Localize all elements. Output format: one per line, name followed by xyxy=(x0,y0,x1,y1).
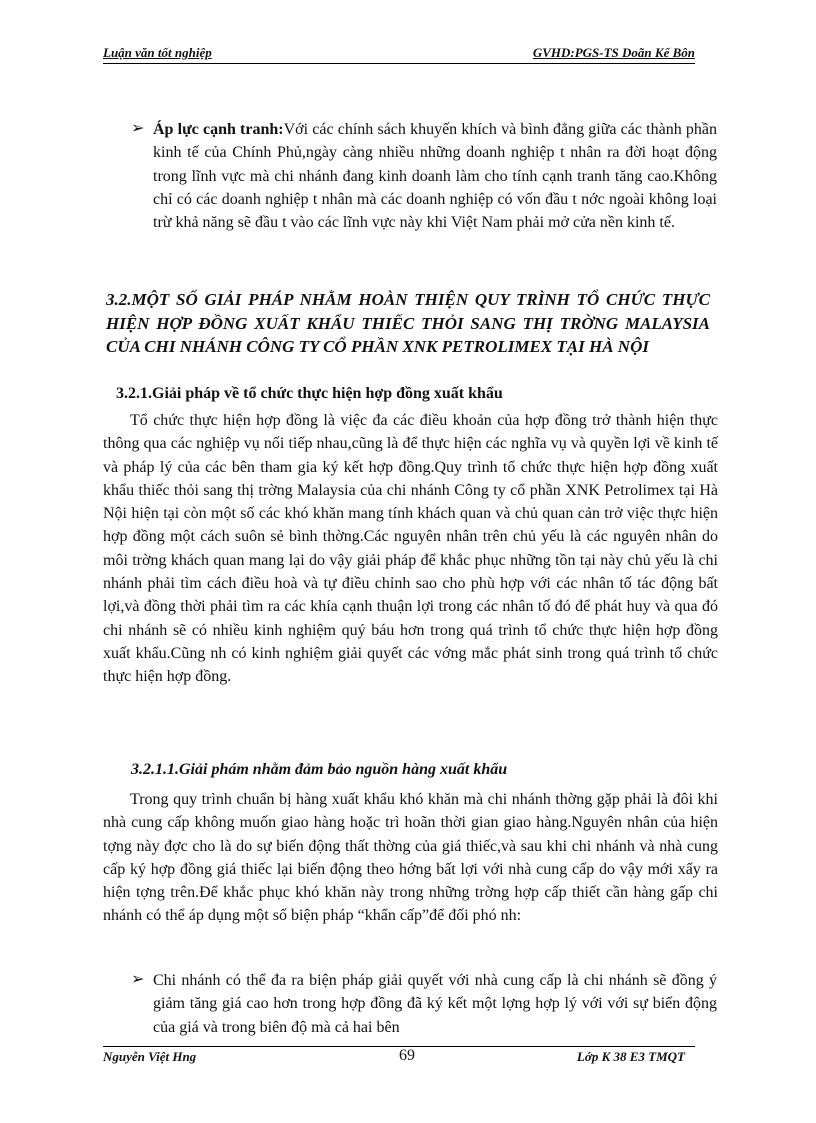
header-thesis-label: Luận văn tốt nghiệp xyxy=(103,45,212,60)
competition-text: Với các chính sách khuyến khích và bình đẳng giữa các thành phần kinh tế của Chính Phủ,ngày càng nhiều những doanh nghiệp t nhân ra đời hoạt động trong lĩnh vực mà chi nhánh đang kinh doanh làm cho tính cạnh tranh tăng cao.Không chỉ có các doanh nghiệp t nhân mà các doanh nghiệp có vốn đầu t nớc ngoài không loại trừ khả năng sẽ đầu t vào các lĩnh vực này khi Việt Nam phải mở cửa nền kinh tế. xyxy=(153,121,717,232)
header-advisor-label: GVHD:PGS-TS Doãn Kế Bôn xyxy=(532,45,695,60)
competition-bullet xyxy=(153,118,717,234)
page-number: 69 xyxy=(399,1047,415,1064)
arrow-bullet-icon: ➢ xyxy=(131,120,145,137)
footer-class: Lớp K 38 E3 TMQT xyxy=(576,1049,685,1064)
arrow-bullet-icon: ➢ xyxy=(131,971,145,988)
page-footer xyxy=(103,1046,695,1065)
footer-author: Nguyễn Việt Hng xyxy=(103,1049,197,1064)
section-title: 3.2.MỘT SỐ GIẢI PHÁP NHẰM HOÀN THIỆN QUY TRÌNH TỔ CHỨC THỰC HIỆN HỢP ĐỒNG XUẤT KHẨU THIẾC THỎI SANG THỊ TRỜNG MALAYSIA CỦA CHI NHÁNH CÔNG TY CỔ PHẦN XNK PETROLIMEX TẠI HÀ NỘI xyxy=(106,290,710,356)
bullet-2: Chi nhánh có thể đa ra biện pháp giải quyết với nhà cung cấp là chi nhánh sẽ đồng ý giảm tăng giá cao hơn trong hợp đồng đã ký kết một lợng hợp lý với với sự biến động của giá và trong biên độ mà cả hai bên xyxy=(153,972,717,1036)
subsection-title: 3.2.1.Giải pháp về tổ chức thực hiện hợp đồng xuất khẩu xyxy=(116,385,503,402)
competition-title: Áp lực cạnh tranh: xyxy=(153,121,284,138)
paragraph-1: Tổ chức thực hiện hợp đồng là việc đa các điều khoản của hợp đồng trở thành hiện thực thông qua các nghiệp vụ nối tiếp nhau,cũng là để thực hiện các nghĩa vụ và quyền lợi về kinh tế và pháp lý của các bên tham gia ký kết hợp đồng.Quy trình tổ chức thực hiện hợp đồng xuất khẩu thiếc thỏi sang thị trờng Malaysia của chi nhánh Công ty cổ phần XNK Petrolimex tại Hà Nội hiện tại còn một số các khó khăn mang tính khách quan và chủ quan cản trở việc thực hiện hợp đồng một cách suôn sẻ bình thờng.Các nguyên nhân trên chủ yếu là các nguyên nhân do môi trờng khách quan mang lại do vậy giải pháp để khắc phục những tồn tại này chủ yếu là chi nhánh phải tìm cách điều hoà và tự điều chỉnh sao cho phù hợp với các nhân tố tác động bất lợi,và đồng thời phải tìm ra các khía cạnh thuận lợi trong các nhân tố đó để phát huy và qua đó chi nhánh sẽ có nhiều kinh nghiệm quý báu hơn trong quá trình tổ chức thực hiện hợp đồng xuất khẩu.Cũng nh có kinh nghiệm giải quyết các vớng mắc phát sinh trong quá trình tổ chức thực hiện hợp đồng. xyxy=(103,412,718,686)
page-header xyxy=(103,45,695,64)
paragraph-2: Trong quy trình chuẩn bị hàng xuất khẩu khó khăn mà chi nhánh thờng gặp phải là đôi khi nhà cung cấp không muốn giao hàng hoặc trì hoãn thời gian giao hàng.Nguyên nhân của hiện tợng này đợc cho là do sự biến động thất thờng của giá thiếc,và sau khi chi nhánh và nhà cung cấp ký hợp đồng giá thiếc lại biến động theo hớng bất lợi với nhà cung cấp do vậy mới xẩy ra hiện tợng trên.Để khắc phục khó khăn này trong những trờng hợp cấp thiết cần hàng gấp chi nhánh có thể áp dụng một số biện pháp “khẩn cấp”để đối phó nh: xyxy=(103,791,718,925)
subsubsection-title: 3.2.1.1.Giải phám nhằm đảm bảo nguồn hàng xuất khẩu xyxy=(131,761,508,778)
